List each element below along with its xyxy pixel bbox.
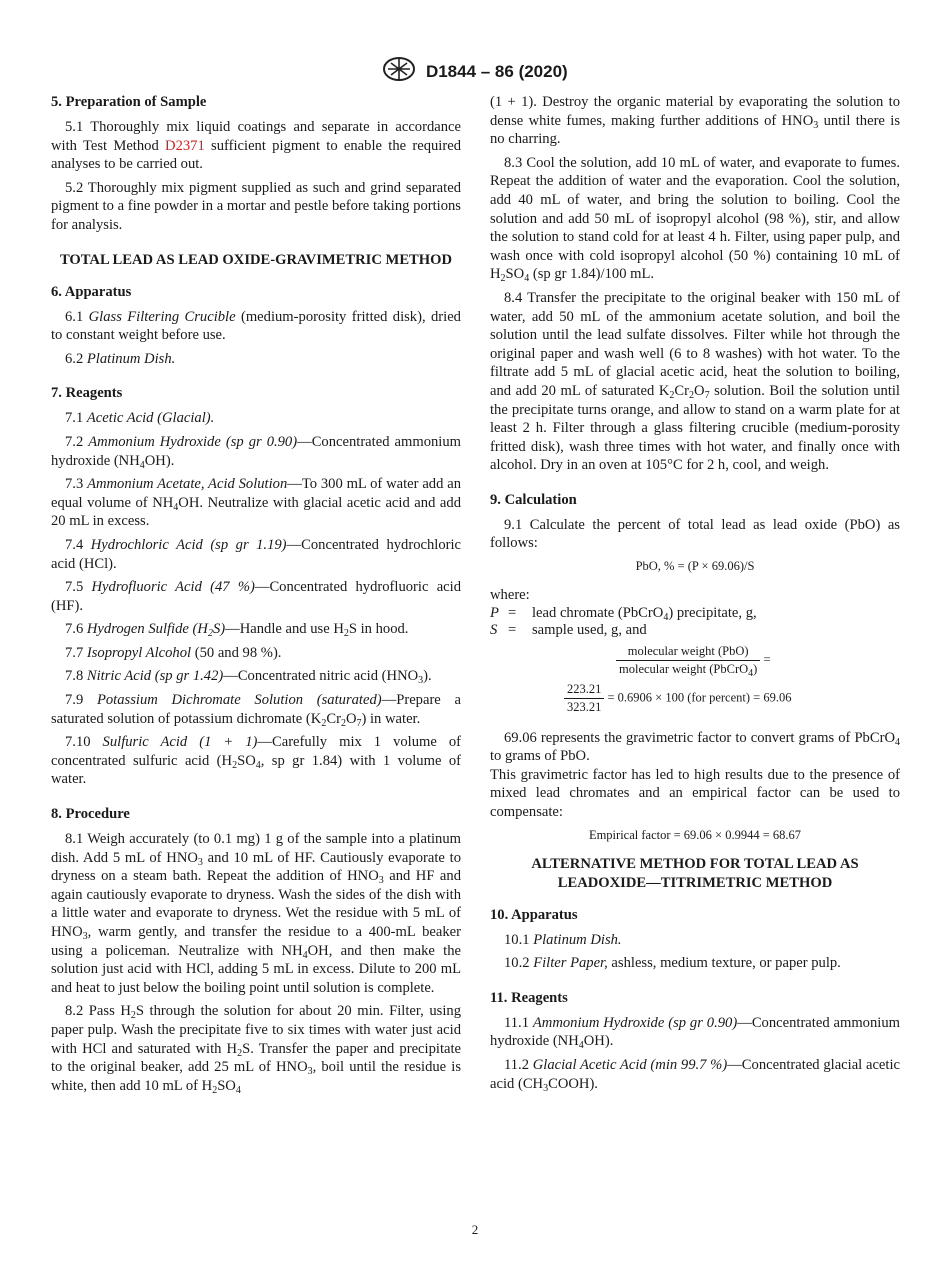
- para-11-1: 11.1 Ammonium Hydroxide (sp gr 0.90)—Concentrated ammonium hydroxide $(NH_4OH)$.: [490, 1014, 900, 1052]
- para-8-2-start: 8.2 Pass $H_2S$ through the solution for about 20 min. Filter, using paper pulp. Wash the precipitate five to six times with water just acid with HCl and saturated with $H_2S$. Transfer the paper and precipitate to the original beaker, add 25 mL of $HNO_3$, boil until the residue is white, then add 10 mL of $H_2SO_4$: [51, 1003, 462, 1096]
- para-7-5: 7.5 Hydrofluoric Acid (47 %)—Concentrated hydrofluoric acid (HF).: [51, 579, 462, 614]
- section-7-heading: 7. Reagents: [51, 385, 123, 402]
- definition-p: P = lead chromate (PbCrO$_4$) precipitate, g,: [490, 604, 757, 623]
- section-8-heading: 8. Procedure: [51, 806, 130, 823]
- para-7-9: 7.9 Potassium Dichromate Solution (saturated)—Prepare a saturated solution of potassium dichromate $(K_2Cr_2O_7)$ in water.: [51, 692, 461, 729]
- para-7-7: 7.7 Isopropyl Alcohol (50 and 98 %).: [65, 644, 282, 661]
- para-11-2: 11.2 Glacial Acetic Acid (min 99.7 %)—Concentrated glacial acetic acid $(CH_3COOH)$.: [490, 1057, 900, 1094]
- para-7-4: 7.4 Hydrochloric Acid (sp gr 1.19)—Concentrated hydrochloric acid (HCl).: [51, 536, 462, 572]
- where-label: where:: [490, 587, 530, 604]
- equation-pbo-percent: PbO, % = (P × 69.06)/S: [635, 559, 755, 574]
- gravimetric-method-title: TOTAL LEAD AS LEAD OXIDE-GRAVIMETRIC METHOD: [59, 251, 453, 268]
- gravimetric-factor-note: 69.06 represents the gravimetric factor to convert grams of PbCrO$_4$ to grams of PbO.: [490, 729, 900, 765]
- para-7-8: 7.8 Nitric Acid (sp gr 1.42)—Concentrated nitric acid $(HNO_3)$.: [65, 668, 432, 687]
- d2371-link[interactable]: D2371: [165, 137, 205, 154]
- right-column: [490, 93, 900, 1098]
- empirical-factor-note: This gravimetric factor has led to high results due to the presence of mixed lead chromates and an empirical factor can be used to compensate:: [490, 766, 900, 821]
- page-header: [0, 56, 950, 87]
- section-6-heading: 6. Apparatus: [51, 283, 132, 300]
- para-10-2: 10.2 Filter Paper, ashless, medium texture, or paper pulp.: [504, 955, 841, 972]
- para-7-10: 7.10 Sulfuric Acid (1 + 1)—Carefully mix 1 volume of concentrated sulfuric acid ($H_2SO_4$, sp gr 1.84) with 1 volume of water.: [51, 734, 462, 788]
- variable-definitions: [490, 605, 900, 639]
- para-6-2: 6.2 Platinum Dish.: [65, 350, 176, 367]
- para-8-4: 8.4 Transfer the precipitate to the original beaker with 150 mL of water, add 50 mL of the ammonium acetate solution, and boil the solution until the lead sulfate dissolves. Filter while hot through the original paper and wash well (6 to 8 washes) with hot water. To the filtrate add 5 mL of glacial acetic acid, heat the solution to boiling, and add 20 mL of saturated $K_2Cr_2O_7$ solution. Boil the solution until the precipitate turns orange, and allow to stand on a warm plate for at least 2 h. Filter through a glass filtering crucible (medium-porosity fritted disk), wash three times with hot water, and finally once with alcohol. Dry in an oven at 105°C for 2 h, cool, and weigh.: [490, 289, 900, 474]
- para-8-1: 8.1 Weigh accurately (to 0.1 mg) 1 g of the sample into a platinum dish. Add 5 mL of $HNO_3$ and 10 mL of HF. Cautiously evaporate to dryness on a steam bath. Repeat the addition of $HNO_3$ and HF and again cautiously evaporate to dryness. Wash the sides of the dish with a little water and evaporate to dryness. Wet the residue with 5 mL of $HNO_3$, warm gently, and transfer the residue to a 400-mL beaker using a policeman. Neutralize with $NH_4OH$, and then make the solution just acid with HCl, adding 5 mL in excess. Dilute to 200 mL and heat to just below the boiling point until solution is complete.: [51, 831, 461, 996]
- section-5-heading: 5. Preparation of Sample: [51, 94, 207, 110]
- gravimetric-factor-equation: $\frac{223.21}{323.21}$ = 0.6906 × 100 (for percent) = 69.06: [490, 682, 900, 715]
- astm-logo-icon: [382, 56, 416, 87]
- left-column: [51, 93, 461, 1100]
- para-6-1: 6.1 Glass Filtering Crucible (medium-porosity fritted disk), dried to constant weight before use.: [51, 308, 461, 344]
- section-11-heading: 11. Reagents: [490, 989, 568, 1006]
- para-8-3: 8.3 Cool the solution, add 10 mL of water, and evaporate to fumes. Repeat the addition of water and the evaporation. Cool the solution, add 40 mL of water, and bring the solution to boiling. Cool the solution and add 50 mL of isopropyl alcohol (98 %), stir, and allow the solution to stand cold for at least 4 h. Filter, using paper pulp, and wash once with cold isopropyl alcohol (50 %) containing 10 mL of $H_2SO_4$ (sp gr 1.84)/100 mL.: [490, 154, 900, 285]
- para-10-1: 10.1 Platinum Dish.: [504, 931, 622, 948]
- document-code: D1844 – 86 (2020): [425, 61, 568, 81]
- section-10-heading: 10. Apparatus: [490, 906, 578, 923]
- section-9-heading: 9. Calculation: [490, 491, 577, 508]
- para-9-1: 9.1 Calculate the percent of total lead as lead oxide (PbO) as follows:: [490, 516, 900, 552]
- titrimetric-method-title: ALTERNATIVE METHOD FOR TOTAL LEAD AS LEADOXIDE—TITRIMETRIC METHOD: [531, 855, 859, 891]
- para-5-2: 5.2 Thoroughly mix pigment supplied as such and grind separated pigment to a fine powder in a mortar and pestle before taking portions for analysis.: [51, 179, 461, 233]
- page-number: 2: [471, 1222, 479, 1237]
- para-5-1: 5.1 Thoroughly mix liquid coatings and separate in accordance with Test Method D2371 sufficient pigment to enable the required analyses to be carried out.: [51, 119, 461, 173]
- para-7-3: 7.3 Ammonium Acetate, Acid Solution—To 300 mL of water add an equal volume of $NH_4OH$. Neutralize with glacial acetic acid and add 20 mL in excess.: [51, 476, 462, 530]
- definition-s: S = sample used, g, and: [490, 621, 647, 638]
- para-7-2: 7.2 Ammonium Hydroxide (sp gr 0.90)—Concentrated ammonium hydroxide $(NH_4OH)$.: [51, 433, 461, 471]
- para-7-1: 7.1 Acetic Acid (Glacial).: [65, 410, 215, 427]
- equation-empirical-factor: Empirical factor = 69.06 × 0.9944 = 68.67: [588, 827, 802, 842]
- para-8-2-continued: (1 + 1). Destroy the organic material by evaporating the solution to dense white fumes, making further additions of $HNO_3$ until there is no charring.: [490, 94, 901, 148]
- para-7-6: 7.6 Hydrogen Sulfide $(H_2S)—Handle$ and use $H_2S$ in hood.: [65, 621, 409, 640]
- molecular-weight-ratio: $\frac{\text{molecular weight (PbO)}}{molecular weight (PbCrO_4)}$ =: [490, 644, 900, 677]
